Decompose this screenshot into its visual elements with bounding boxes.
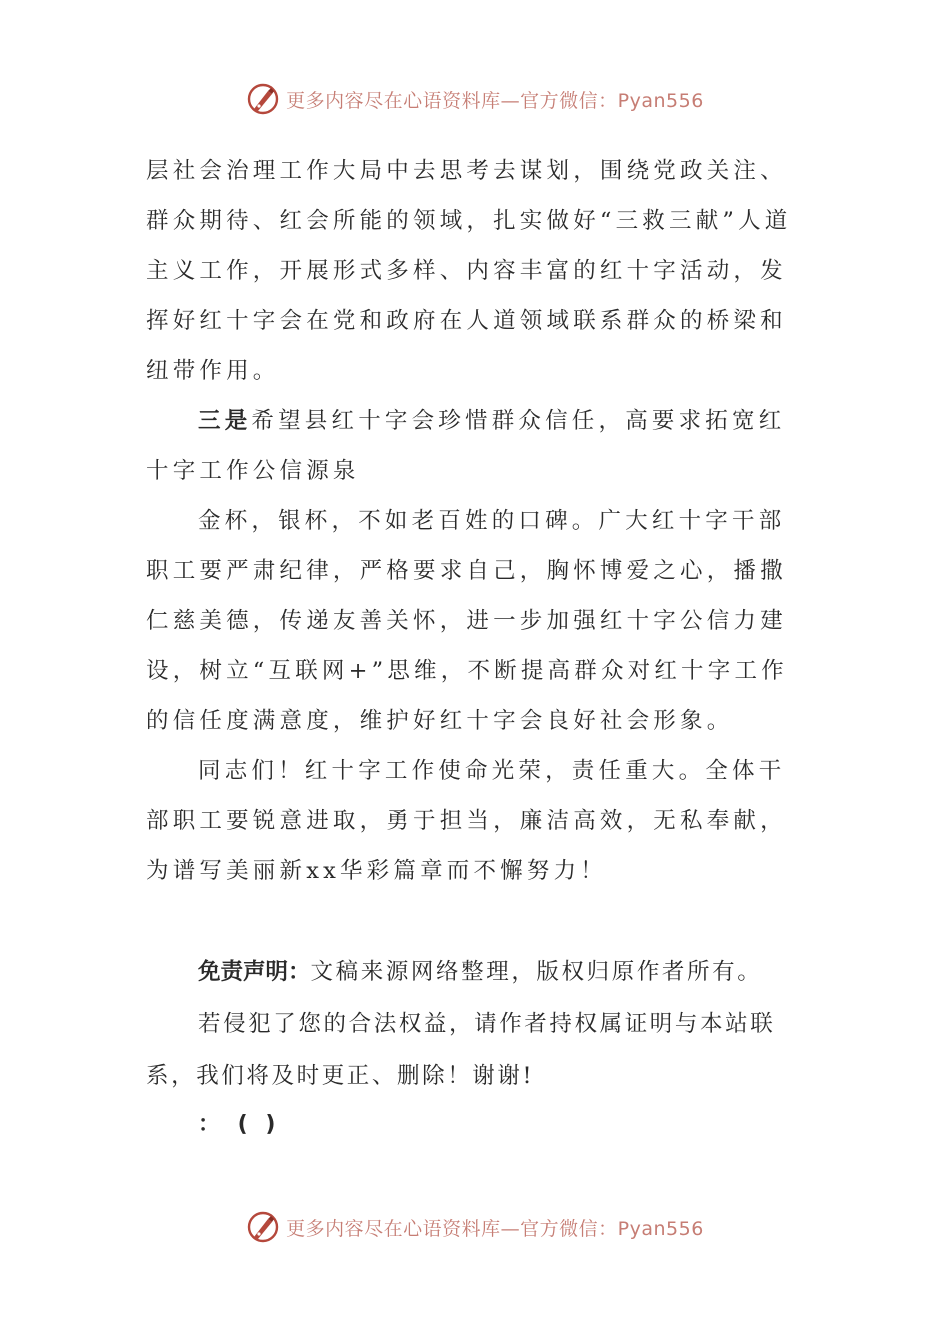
paragraph-4: 同志们！红十字工作使命光荣，责任重大。全体干部职工要锐意进取，勇于担当，廉洁高效，无私奉献，为谱写美丽新xx华彩篇章而不懈努力！ bbox=[146, 758, 787, 884]
header-watermark bbox=[0, 82, 950, 116]
disclaimer-line-1 bbox=[146, 946, 794, 998]
paragraph-2-lead: 三是 bbox=[198, 408, 252, 434]
paragraph-2-text: 希望县红十字会珍惜群众信任，高要求拓宽红十字工作公信源泉 bbox=[146, 408, 786, 484]
watermark-text: 更多内容尽在心语资料库—官方微信：Pyan556 bbox=[286, 89, 704, 112]
wechat-id: Pyan556 bbox=[617, 89, 704, 112]
paragraph-2 bbox=[146, 396, 794, 496]
paragraph-1: 层社会治理工作大局中去思考去谋划，围绕党政关注、群众期待、红会所能的领域，扎实做好“三救三献”人道主义工作，开展形式多样、内容丰富的红十字活动，发挥好红十字会在党和政府在人道领域联系群众的桥梁和纽带作用。 bbox=[146, 158, 792, 384]
trailing-colon: ： ( ) bbox=[198, 1112, 276, 1137]
watermark-text: 更多内容尽在心语资料库—官方微信：Pyan556 bbox=[286, 1217, 704, 1240]
disclaimer-paragraph: 若侵犯了您的合法权益，请作者持权属证明与本站联系，我们将及时更正、删除！谢谢! bbox=[146, 1011, 776, 1089]
disclaimer-label: 免责声明： bbox=[198, 959, 311, 985]
disclaimer bbox=[146, 946, 794, 1148]
disclaimer-text: 文稿来源网络整理，版权归原作者所有。 bbox=[310, 959, 763, 985]
pen-nib-circle-icon bbox=[246, 1210, 280, 1244]
paragraph-3: 金杯，银杯，不如老百姓的口碑。广大红十字干部职工要严肃纪律，严格要求自己，胸怀博爱之心，播撒仁慈美德，传递友善关怀，进一步加强红十字公信力建设，树立“互联网+”思维，不断提高群众对红十字工作的信任度满意度，维护好红十字会良好社会形象。 bbox=[146, 508, 788, 734]
wechat-id: Pyan556 bbox=[617, 1217, 704, 1240]
document-body bbox=[146, 146, 794, 1148]
pen-nib-circle-icon bbox=[246, 82, 280, 116]
footer-watermark bbox=[0, 1210, 950, 1244]
